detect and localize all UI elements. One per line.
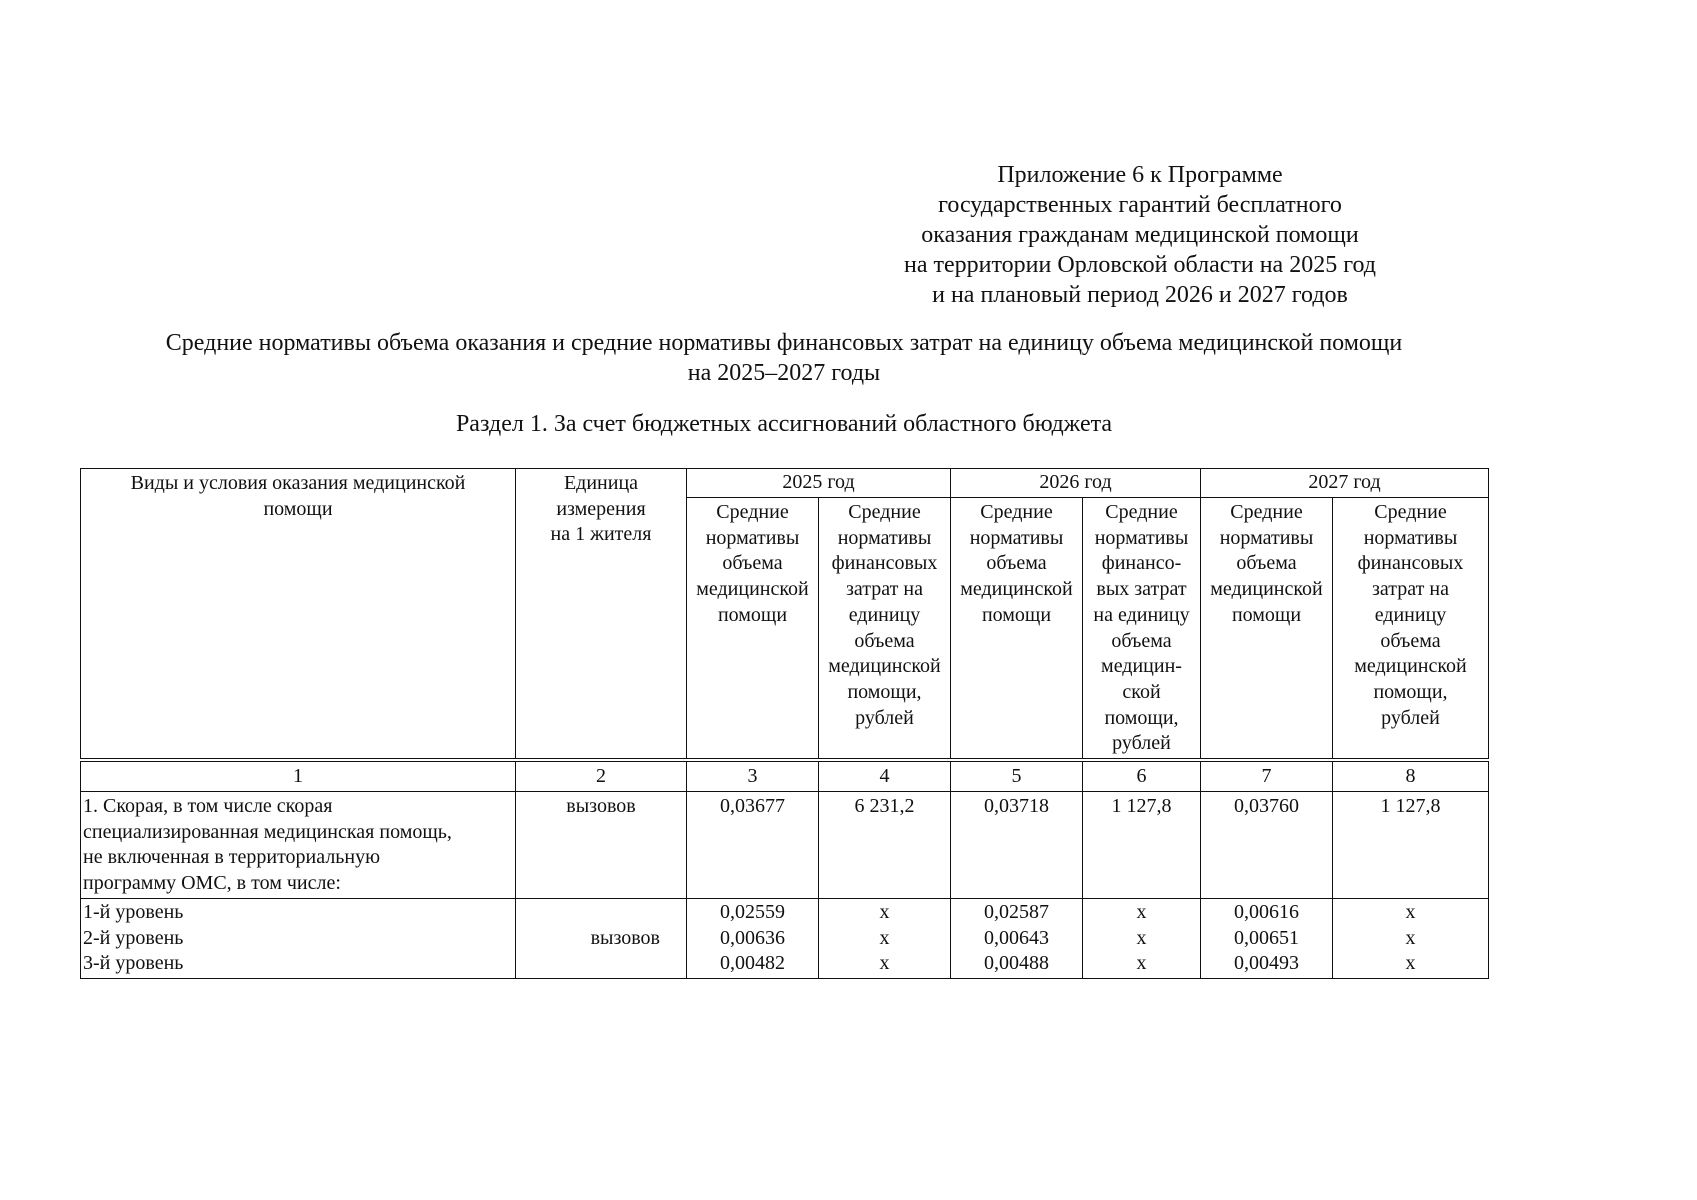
header-text: измерения bbox=[556, 497, 646, 520]
level-value: х bbox=[1405, 952, 1416, 975]
header-text: объема bbox=[1380, 629, 1441, 652]
header-text: нормативы bbox=[837, 526, 932, 549]
level-name: 3-й уровень bbox=[83, 952, 184, 975]
header-text: финансовых bbox=[1357, 552, 1464, 575]
row-levels bbox=[81, 899, 516, 979]
header-text: медицинской bbox=[828, 655, 941, 678]
level-value: 0,00616 bbox=[1234, 901, 1299, 923]
header-text: затрат на bbox=[1372, 578, 1449, 601]
annex-line: оказания гражданам медицинской помощи bbox=[921, 222, 1359, 248]
header-text: нормативы bbox=[969, 526, 1064, 549]
header-text: Средние bbox=[716, 501, 789, 523]
level-value: 0,02587 bbox=[984, 901, 1049, 923]
header-text: единицу bbox=[1374, 603, 1447, 626]
level-value: х bbox=[879, 952, 890, 975]
level-value: 0,00488 bbox=[984, 952, 1049, 975]
header-text: Средние bbox=[1230, 501, 1303, 523]
row-care-type-line: не включенная в территориальную bbox=[83, 846, 381, 869]
header-text: помощи bbox=[263, 497, 333, 520]
level-value: х bbox=[1405, 901, 1416, 923]
column-number: 8 bbox=[1333, 762, 1489, 792]
table-body bbox=[80, 761, 1489, 979]
header-text: помощи bbox=[717, 603, 788, 626]
header-text: помощи bbox=[1231, 603, 1302, 626]
annex-line: государственных гарантий бесплатного bbox=[938, 192, 1342, 218]
level-value: 0,00482 bbox=[720, 952, 785, 975]
column-number: 5 bbox=[951, 762, 1083, 792]
column-number: 3 bbox=[687, 762, 819, 792]
header-volume-2027 bbox=[1201, 498, 1333, 759]
header-volume-2025 bbox=[687, 498, 819, 759]
section-title: Раздел 1. За счет бюджетных ассигнований областного бюджета bbox=[455, 411, 1113, 437]
row-care-type-line: программу ОМС, в том числе: bbox=[83, 872, 341, 895]
column-number-row bbox=[81, 762, 1489, 792]
header-text: объема bbox=[986, 552, 1047, 575]
header-year-2025: 2025 год bbox=[687, 469, 951, 498]
header-cost-2026 bbox=[1083, 498, 1201, 759]
header-text: финансо- bbox=[1101, 552, 1182, 575]
table-row bbox=[81, 899, 1489, 979]
header-text: Средние bbox=[848, 501, 921, 523]
level-value: х bbox=[1136, 926, 1147, 949]
level-value: х bbox=[1136, 952, 1147, 975]
header-text: затрат на bbox=[846, 578, 923, 601]
level-value: х bbox=[1136, 901, 1147, 923]
column-number: 1 bbox=[81, 762, 516, 792]
level-value: 0,00643 bbox=[984, 926, 1049, 949]
header-text: Средние bbox=[980, 501, 1053, 523]
column-number: 4 bbox=[819, 762, 951, 792]
row-cost-2027: 1 127,8 bbox=[1333, 792, 1489, 899]
header-text: нормативы bbox=[1094, 526, 1189, 549]
row-care-type-line: специализированная медицинская помощь, bbox=[83, 820, 452, 843]
header-text: на единицу bbox=[1093, 603, 1190, 626]
header-text: помощи, bbox=[847, 680, 922, 703]
row-volume-2026: 0,03718 bbox=[951, 792, 1083, 899]
header-text: нормативы bbox=[1363, 526, 1458, 549]
level-value: х bbox=[1405, 926, 1416, 949]
header-year-2027: 2027 год bbox=[1201, 469, 1489, 498]
row-care-type-line: 1. Скорая, в том числе скорая bbox=[83, 795, 333, 817]
level-value: 0,00651 bbox=[1234, 926, 1299, 949]
header-text: медицинской bbox=[1354, 655, 1467, 678]
header-text: нормативы bbox=[705, 526, 800, 549]
header-text: помощи, bbox=[1104, 706, 1179, 729]
level-name: 2-й уровень bbox=[83, 926, 184, 949]
row-levels-cost-2025 bbox=[819, 899, 951, 979]
header-kind-of-care bbox=[81, 469, 516, 759]
table-header bbox=[80, 468, 1489, 759]
column-number: 6 bbox=[1083, 762, 1201, 792]
column-number: 2 bbox=[516, 762, 687, 792]
header-text: объема bbox=[722, 552, 783, 575]
header-text: объема bbox=[854, 629, 915, 652]
header-year-2026: 2026 год bbox=[951, 469, 1201, 498]
header-text: Средние bbox=[1374, 501, 1447, 523]
header-text: Виды и условия оказания медицинской bbox=[130, 472, 466, 494]
row-levels-volume-2025 bbox=[687, 899, 819, 979]
header-text: нормативы bbox=[1219, 526, 1314, 549]
row-unit: вызовов bbox=[516, 792, 687, 899]
header-text: единицу bbox=[848, 603, 921, 626]
header-text: на 1 жителя bbox=[550, 523, 652, 546]
row-volume-2027: 0,03760 bbox=[1201, 792, 1333, 899]
level-value: х bbox=[879, 901, 890, 923]
level-value: 0,02559 bbox=[720, 901, 785, 923]
header-text: помощи bbox=[981, 603, 1052, 626]
annex-line: на территории Орловской области на 2025 год bbox=[904, 252, 1376, 278]
row-cost-2026: 1 127,8 bbox=[1083, 792, 1201, 899]
header-text: рублей bbox=[1381, 706, 1440, 729]
row-volume-2025: 0,03677 bbox=[687, 792, 819, 899]
header-unit bbox=[516, 469, 687, 759]
annex-heading bbox=[820, 160, 1460, 310]
annex-line: Приложение 6 к Программе bbox=[997, 162, 1283, 188]
row-levels-volume-2027 bbox=[1201, 899, 1333, 979]
row-levels-unit bbox=[516, 899, 687, 979]
document-title-line: на 2025–2027 годы bbox=[687, 360, 881, 386]
document-title-line: Средние нормативы объема оказания и средние нормативы финансовых затрат на единицу объема медицинской помощи bbox=[165, 330, 1403, 356]
header-text: финансовых bbox=[831, 552, 938, 575]
row-levels-cost-2027 bbox=[1333, 899, 1489, 979]
header-text: медицинской bbox=[696, 578, 809, 601]
header-text: вых затрат bbox=[1096, 578, 1187, 601]
header-text: медицин- bbox=[1101, 655, 1182, 678]
header-text: ской bbox=[1122, 680, 1161, 703]
level-value: 0,00636 bbox=[720, 926, 785, 949]
header-text: рублей bbox=[855, 706, 914, 729]
level-value: х bbox=[879, 926, 890, 949]
level-name: 1-й уровень bbox=[83, 901, 184, 923]
header-text: Средние bbox=[1105, 501, 1178, 523]
row-levels-cost-2026 bbox=[1083, 899, 1201, 979]
header-text: медицинской bbox=[960, 578, 1073, 601]
header-text: медицинской bbox=[1210, 578, 1323, 601]
row-cost-2025: 6 231,2 bbox=[819, 792, 951, 899]
document-title bbox=[60, 328, 1508, 388]
header-text: рублей bbox=[1112, 732, 1171, 755]
header-text: помощи, bbox=[1373, 680, 1448, 703]
level-unit: вызовов bbox=[590, 926, 660, 949]
row-care-type bbox=[81, 792, 516, 899]
header-volume-2026 bbox=[951, 498, 1083, 759]
header-cost-2027 bbox=[1333, 498, 1489, 759]
header-text: Единица bbox=[563, 472, 639, 494]
level-value: 0,00493 bbox=[1234, 952, 1299, 975]
row-levels-volume-2026 bbox=[951, 899, 1083, 979]
column-number: 7 bbox=[1201, 762, 1333, 792]
table-row bbox=[81, 792, 1489, 899]
header-text: объема bbox=[1111, 629, 1172, 652]
annex-line: и на плановый период 2026 и 2027 годов bbox=[932, 282, 1348, 308]
header-text: объема bbox=[1236, 552, 1297, 575]
header-cost-2025 bbox=[819, 498, 951, 759]
